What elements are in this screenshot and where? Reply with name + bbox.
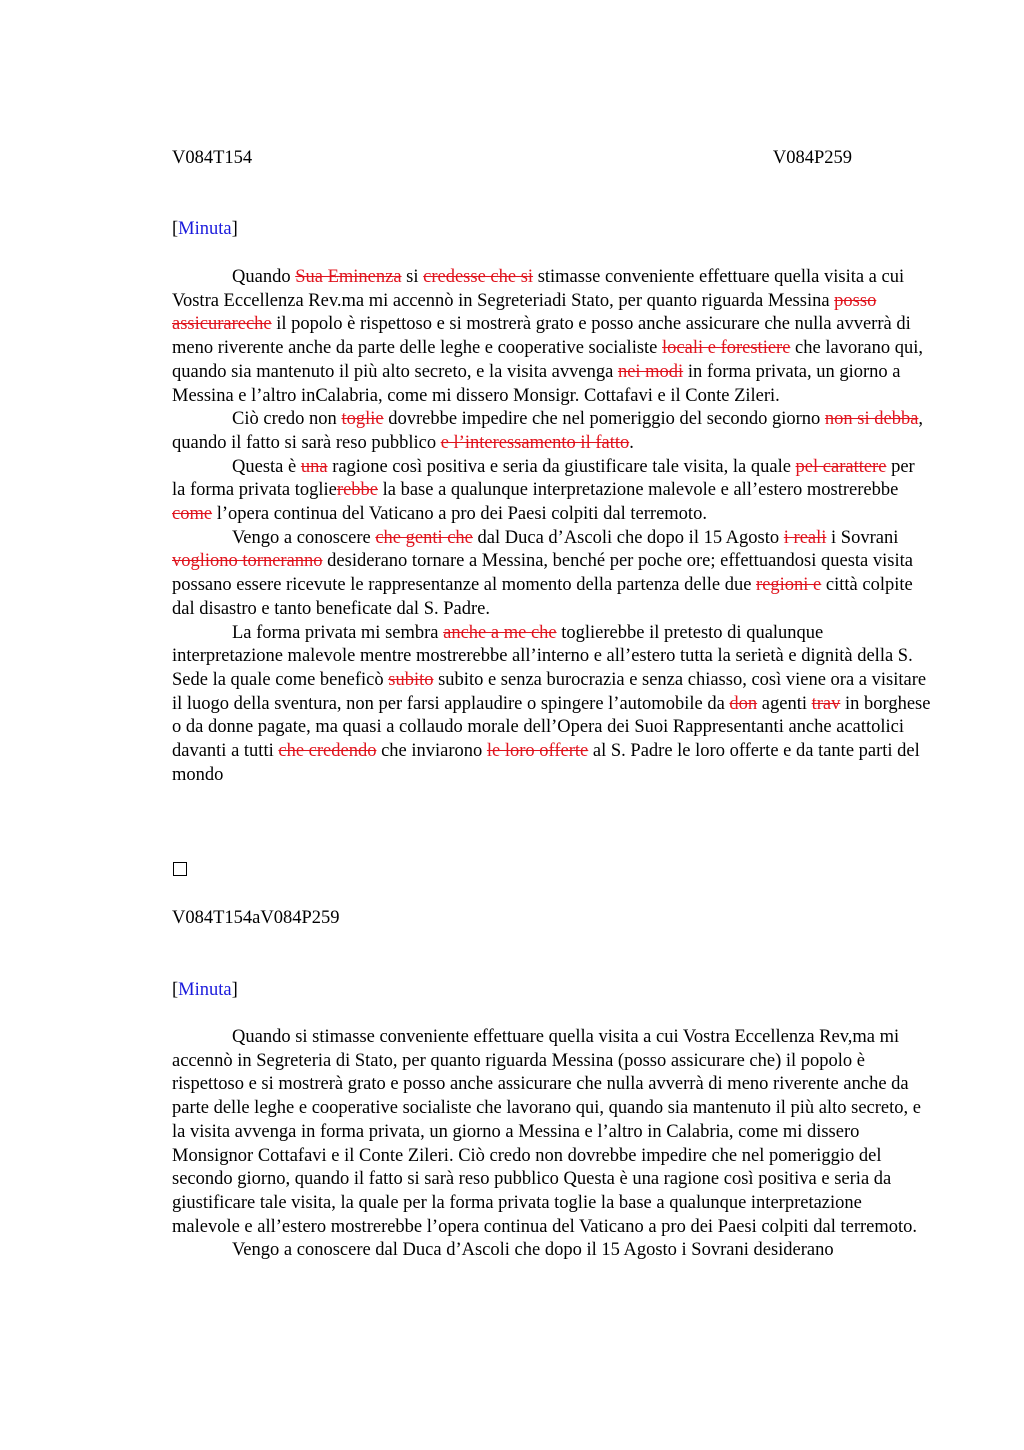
deleted-text: don [729, 693, 758, 714]
deleted-text: che genti che [375, 527, 473, 548]
deleted-text: che credendo [278, 741, 377, 762]
text-run: in forma privata, un giorno a Messina e l’altro inCalabria, come mi dissero Monsigr. Cottafavi e il Conte Zileri. [172, 361, 901, 406]
text-run: al S. Padre le loro offerte e da tante parti del mondo [172, 741, 920, 785]
deleted-text: nei modi [617, 361, 684, 382]
text-run: l’opera continua del Vaticano a pro dei Paesi colpiti dal terremoto. [212, 504, 707, 525]
text-run: i Sovrani [826, 527, 899, 548]
draft-paragraph [172, 527, 932, 622]
draft-paragraph [172, 622, 932, 788]
text-run: , quando il fatto si sarà reso pubblico [172, 409, 924, 453]
deleted-text: le loro offerte [486, 741, 589, 762]
draft-paragraph [172, 456, 932, 527]
deleted-text: posso assicurareche [172, 290, 877, 335]
text-run: in borghese o da donne pagate, ma quasi a collaudo morale dell’Opera dei Suoi Rappresentanti anche acattolici davanti a tutti [172, 693, 931, 762]
text-run: Questa è [232, 456, 301, 477]
minuta-label: [Minuta] [172, 219, 238, 239]
deleted-text: trav [811, 693, 841, 714]
text-run: stimasse conveniente effettuare quella visita a cui Vostra Eccellenza Rev.ma mi accennò in Segreteriadi Stato, per quanto riguarda Messina [172, 267, 905, 311]
transcription-body [172, 1026, 932, 1263]
text-run: città colpite dal disastro e tanto beneficate dal S. Padre. [172, 575, 913, 619]
transcription-paragraph [172, 1239, 932, 1263]
text-run: si [401, 267, 424, 287]
text-run: che inviarono [376, 741, 487, 762]
text-run: dovrebbe impedire che nel pomeriggio del secondo giorno [383, 409, 825, 430]
text-run: agenti [757, 693, 812, 714]
text-run: toglierebbe il pretesto di qualunque interpretazione malevole mentre mostrerebbe all’interno e all’estero tutta la serietà e dignità della S. Sede la quale come beneficò [172, 622, 913, 690]
minuta-label-text-2: Minuta [178, 980, 232, 1000]
text-run: Vengo a conoscere dal Duca d’Ascoli che dopo il 15 Agosto i Sovrani desiderano [232, 1240, 834, 1261]
deleted-text: non si debba [824, 409, 919, 430]
deleted-text: subito [388, 669, 434, 690]
text-run: la base a qualunque interpretazione malevole e all’estero mostrerebbe [378, 480, 899, 501]
deleted-text: una [300, 456, 328, 477]
text-run: La forma privata mi sembra [232, 622, 444, 643]
document-reference-right: V084P259 [772, 148, 852, 168]
text-run: Quando [232, 267, 296, 287]
text-run: per la forma privata toglie [172, 456, 915, 501]
text-run: che lavorano qui, quando sia mantenuto il più alto secreto, e la visita avvenga [172, 338, 923, 382]
text-run: . [629, 432, 634, 453]
draft-paragraph [172, 408, 932, 455]
deleted-text: toglie [341, 409, 384, 430]
deleted-text: Sua Eminenza [295, 267, 402, 287]
draft-paragraph [172, 266, 932, 408]
text-run: dal Duca d’Ascoli che dopo il 15 Agosto [472, 527, 784, 548]
draft-body [172, 266, 932, 787]
text-run: desiderano tornare a Messina, benché per poche ore; effettuandosi questa visita possano essere ricevute le rappresentanze al momento della partenza delle due [172, 551, 913, 596]
deleted-text: regioni e [756, 575, 822, 596]
deleted-text: pel carattere [795, 456, 887, 477]
deleted-text: credesse che si [423, 267, 534, 287]
text-run: ragione così positiva e seria da giustificare tale visita, la quale [327, 456, 796, 477]
minuta-label-text: Minuta [178, 219, 232, 239]
deleted-text: vogliono torneranno [172, 551, 323, 572]
deleted-text: e l’interessamento il fatto [440, 432, 630, 453]
deleted-text: i reali [783, 527, 827, 548]
checkbox-symbol [173, 862, 187, 876]
minuta-label-2: [Minuta] [172, 980, 238, 1000]
transcription-paragraph [172, 1026, 932, 1239]
text-run: subito e senza burocrazia e senza chiasso, così viene ora a visitare il luogo della sventura, non per farsi applaudire o spingere l’automobile da [172, 669, 927, 714]
deleted-text: locali e forestiere [662, 338, 791, 359]
reference-header-row [172, 147, 852, 171]
text-run: Ciò credo non [232, 409, 342, 430]
text-run: il popolo è rispettoso e si mostrerà grato e posso anche assicurare che nulla avverrà di meno riverente anche da parte delle leghe e cooperative socialiste [172, 314, 911, 359]
deleted-text: rebbe [336, 480, 378, 501]
deleted-text: anche a me che [443, 622, 557, 643]
text-run: Quando si stimasse conveniente effettuare quella visita a cui Vostra Eccellenza Rev,ma mi accennò in Segreteria di Stato, per quanto riguarda Messina (posso assicurare che) il popolo è rispettoso e si mostrerà grato e posso anche assicurare che nulla avverrà di meno riverente anche da parte delle leghe e cooperative socialiste che lavorano qui, quando sia mantenuto il più alto secreto, e la visita avvenga in forma privata, un giorno a Messina e l’altro in Calabria, come mi dissero Monsignor Cottafavi e il Conte Zileri. Ciò credo non dovrebbe impedire che nel pomeriggio del secondo giorno, quando il fatto si sarà reso pubblico Questa è una ragione così positiva e seria da giustificare tale visita, la quale per la forma privata toglie la base a qualunque interpretazione malevole e all’estero mostrerebbe l’opera continua del Vaticano a pro dei Paesi colpiti dal terremoto. [172, 1027, 921, 1237]
deleted-text: come [172, 504, 213, 525]
document-reference-left: V084T154 [172, 148, 253, 168]
document-reference-2: V084T154aV084P259 [172, 908, 340, 928]
text-run: Vengo a conoscere [232, 527, 376, 548]
